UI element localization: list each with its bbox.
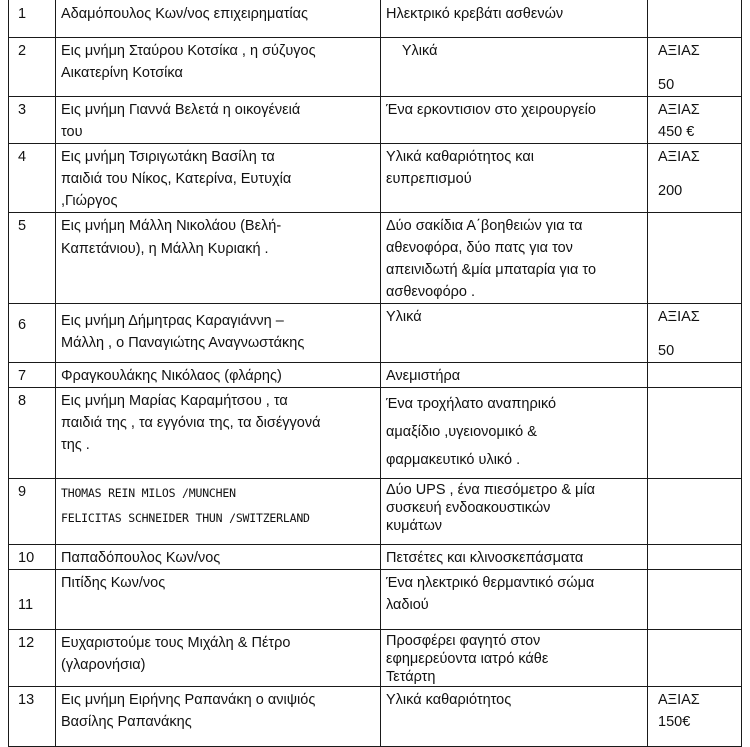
item-cell: Υλικά [381,38,648,97]
value-cell [648,38,742,97]
item-cell: Υλικά καθαριότητος και ευπρεπισμού [381,144,648,213]
donor-cell: Παπαδόπουλος Κων/νος [56,545,381,570]
row-number: 8 [9,388,56,479]
table-row [9,630,742,687]
donations-table [8,0,742,747]
value-amount: 200 [658,183,683,199]
table-row [9,545,742,570]
item-cell: Δύο UPS , ένα πιεσόμετρο & μία συσκευή ενδοακουστικών κυμάτων [381,479,648,545]
value-cell [648,144,742,213]
donor-cell: Ευχαριστούμε τους Μιχάλη & Πέτρο (γλαρονήσια) [56,630,381,687]
table-row [9,479,742,545]
donor-cell: Εις μνήμη Ειρήνης Ραπανάκη ο ανιψιός Βασίλης Ραπανάκης [56,687,381,747]
donor-cell: Πιτίδης Κων/νος [56,570,381,630]
donor-cell: Εις μνήμη Σταύρου Κοτσίκα , η σύζυγος Αικατερίνη Κοτσίκα [56,38,381,97]
table-row [9,388,742,479]
donor-cell: Εις μνήμη Μάλλη Νικολάου (Βελή- Καπετάνιου), η Μάλλη Κυριακή . [56,213,381,304]
table-row [9,97,742,144]
table-row [9,570,742,630]
table-row [9,363,742,388]
item-cell: Προσφέρει φαγητό στον εφημερεύοντα ιατρό κάθε Τετάρτη [381,630,648,687]
item-cell: Υλικά καθαριότητος [381,687,648,747]
value-cell [648,304,742,363]
donor-cell: Φραγκουλάκης Νικόλαος (φλάρης) [56,363,381,388]
value-label: ΑΞΙΑΣ [658,309,700,325]
row-number: 12 [9,630,56,687]
item-cell: Ένα τροχήλατο αναπηρικό αμαξίδιο ,υγειονομικό & φαρμακευτικό υλικό . [381,388,648,479]
row-number: 1 [9,0,56,38]
value-cell [648,213,742,304]
value-cell [648,363,742,388]
donor-cell: Εις μνήμη Δήμητρας Καραγιάννη – Μάλλη , ο Παναγιώτης Αναγνωστάκης [56,304,381,363]
value-label: ΑΞΙΑΣ [658,149,700,165]
item-cell: Δύο σακίδια Α΄βοηθειών για τα αθενοφόρα, δύο πατς για τον απεινιδωτή &μία μπαταρία για το ασθενοφόρο . [381,213,648,304]
value-amount: 50 [658,77,675,93]
item-cell: Ανεμιστήρα [381,363,648,388]
table-row [9,0,742,38]
value-amount: 150€ [658,714,691,730]
row-number: 4 [9,144,56,213]
table-row [9,38,742,97]
item-cell: Πετσέτες και κλινοσκεπάσματα [381,545,648,570]
donor-cell: Εις μνήμη Γιαννά Βελετά η οικογένειά του [56,97,381,144]
row-number: 2 [9,38,56,97]
row-number: 13 [9,687,56,747]
value-cell [648,630,742,687]
item-cell: Ένα ερκοντισιον στο χειρουργείο [381,97,648,144]
value-cell [648,97,742,144]
row-number: 3 [9,97,56,144]
value-label: ΑΞΙΑΣ [658,692,700,708]
row-number: 10 [9,545,56,570]
item-cell: Ηλεκτρικό κρεβάτι ασθενών [381,0,648,38]
value-cell [648,570,742,630]
item-cell: Ένα ηλεκτρικό θερμαντικό σώμα λαδιού [381,570,648,630]
table-row [9,144,742,213]
value-cell [648,687,742,747]
donor-cell: Εις μνήμη Τσιριγωτάκη Βασίλη τα παιδιά του Νίκος, Κατερίνα, Ευτυχία ,Γιώργος [56,144,381,213]
table-row [9,304,742,363]
value-cell [648,0,742,38]
row-number: 9 [9,479,56,545]
row-number: 6 [9,304,56,363]
row-number: 11 [9,570,56,630]
value-amount: 50 [658,343,675,359]
row-number: 7 [9,363,56,388]
donor-cell: THOMAS REIN MILOS /MUNCHEN FELICITAS SCHNEIDER THUN /SWITZERLAND [56,479,381,545]
value-cell [648,388,742,479]
value-cell [648,545,742,570]
row-number: 5 [9,213,56,304]
item-cell: Υλικά [381,304,648,363]
donor-cell: Εις μνήμη Μαρίας Καραμήτσου , τα παιδιά της , τα εγγόνια της, τα δισέγγονά της . [56,388,381,479]
value-cell [648,479,742,545]
table-row [9,213,742,304]
value-amount: 450 € [658,124,695,140]
table-row [9,687,742,747]
value-label: ΑΞΙΑΣ [658,102,700,118]
value-label: ΑΞΙΑΣ [658,43,700,59]
donor-cell: Αδαμόπουλος Κων/νος επιχειρηματίας [56,0,381,38]
